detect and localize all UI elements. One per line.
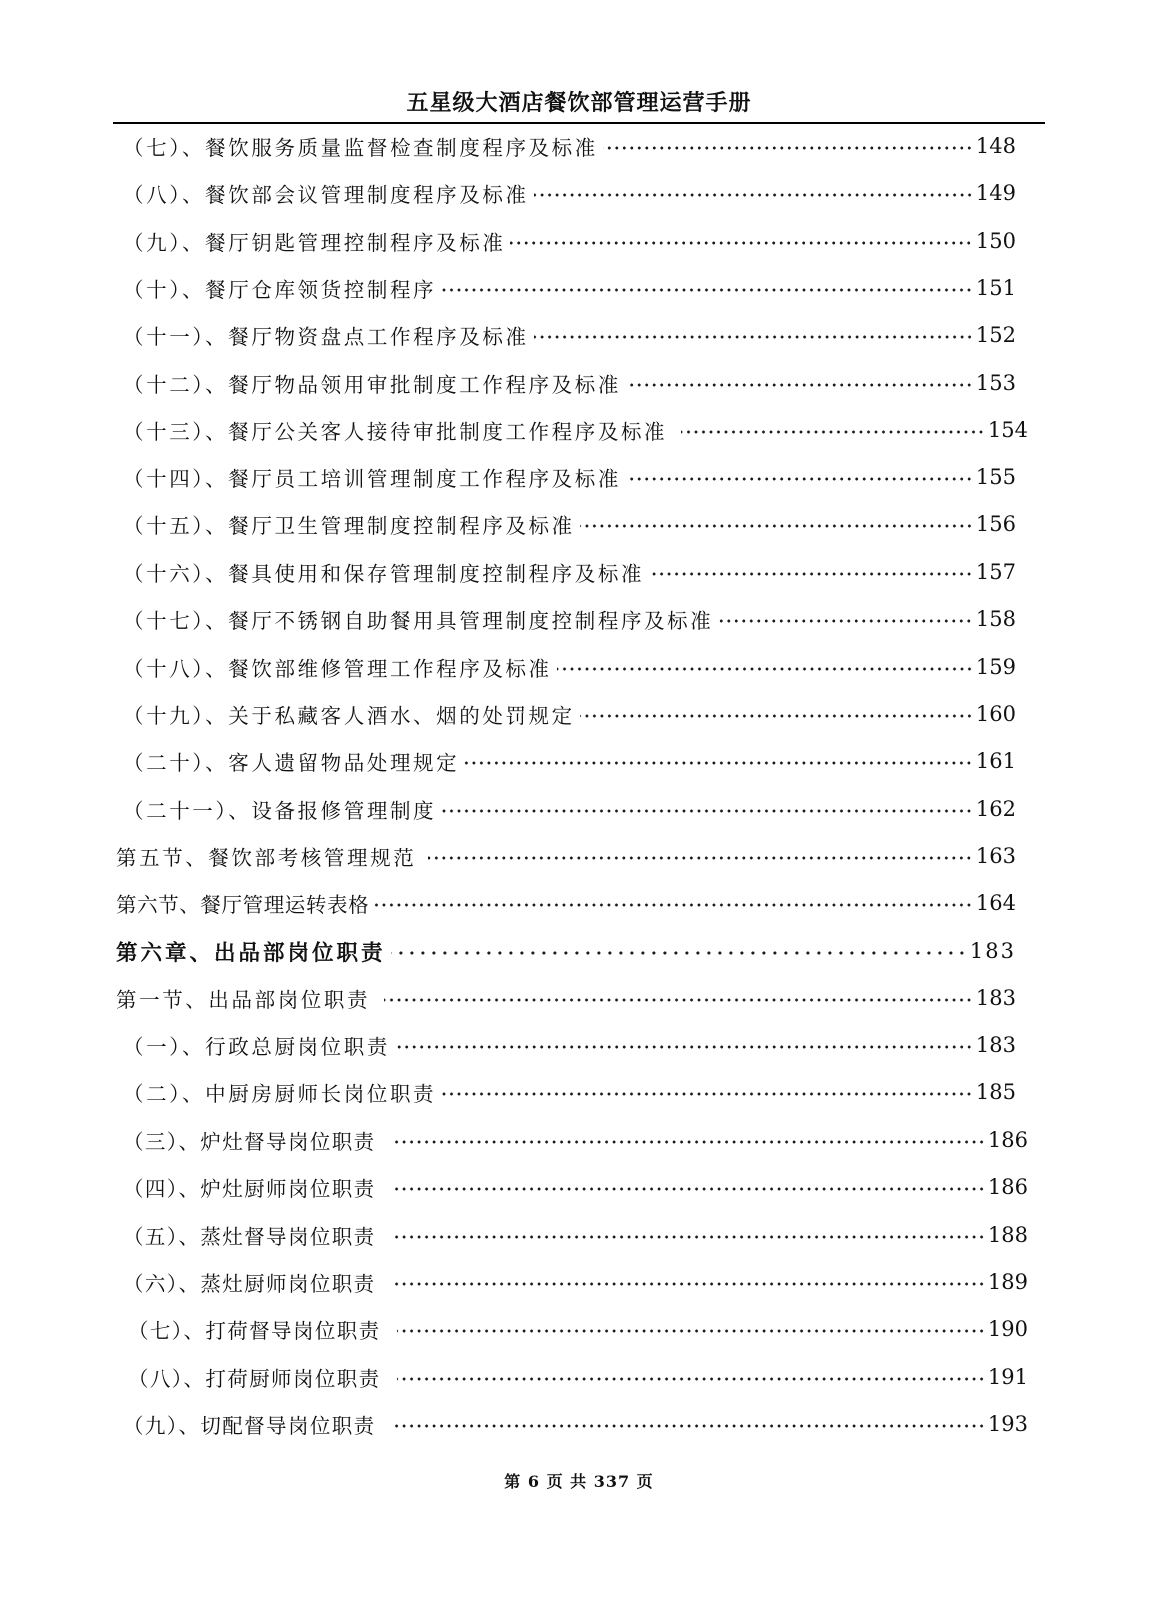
toc-entry[interactable] bbox=[116, 841, 1016, 871]
toc-entry-page: 148 bbox=[975, 134, 1016, 158]
toc-leader-dots bbox=[464, 761, 973, 765]
toc-entry[interactable] bbox=[123, 178, 1016, 208]
toc-entry-title: （十八）、餐饮部维修管理工作程序及标准 bbox=[123, 657, 552, 681]
toc-entry-page: 151 bbox=[975, 276, 1016, 300]
toc-entry[interactable] bbox=[123, 1030, 1016, 1060]
toc-entry-page: 160 bbox=[975, 702, 1016, 726]
toc-entry-page: 190 bbox=[987, 1317, 1028, 1341]
toc-leader-dots bbox=[392, 1140, 985, 1144]
toc-entry[interactable] bbox=[116, 983, 1016, 1013]
toc-chapter-entry[interactable] bbox=[116, 936, 1016, 966]
toc-entry-title: （四）、炉灶厨师岗位职责 bbox=[123, 1177, 376, 1201]
toc-entry-page: 150 bbox=[975, 229, 1016, 253]
toc-entry-title: （十九）、关于私藏客人酒水、烟的处罚规定 bbox=[123, 704, 575, 728]
toc-entry-page: 183 bbox=[975, 986, 1016, 1010]
toc-entry-page: 189 bbox=[987, 1270, 1028, 1294]
toc-leader-dots bbox=[395, 1045, 973, 1049]
toc-leader-dots bbox=[428, 856, 973, 860]
toc-entry-page: 154 bbox=[987, 418, 1028, 442]
toc-entry-title: （十五）、餐厅卫生管理制度控制程序及标准 bbox=[123, 514, 575, 538]
toc-entry[interactable] bbox=[123, 1409, 1028, 1439]
toc-leader-dots bbox=[580, 524, 973, 528]
toc-entry-page: 183 bbox=[975, 1033, 1016, 1057]
toc-entry-page: 186 bbox=[987, 1128, 1028, 1152]
toc-entry[interactable] bbox=[123, 1077, 1016, 1107]
toc-leader-dots bbox=[534, 193, 973, 197]
toc-entry[interactable] bbox=[128, 1314, 1028, 1344]
toc-entry-title: （八）、餐饮部会议管理制度程序及标准 bbox=[123, 183, 529, 207]
toc-entry-title: 第六章、出品部岗位职责 bbox=[116, 940, 386, 966]
toc-entry-page: 191 bbox=[987, 1365, 1028, 1389]
toc-leader-dots bbox=[681, 430, 985, 434]
toc-entry-title: （二十一）、设备报修管理制度 bbox=[123, 799, 437, 823]
toc-entry-title: （三）、炉灶督导岗位职责 bbox=[123, 1130, 376, 1154]
toc-entry-title: 第六节、餐厅管理运转表格 bbox=[116, 893, 370, 917]
page-number-footer: 第 6 页 共 337 页 bbox=[504, 1472, 654, 1491]
toc-leader-dots bbox=[441, 288, 973, 292]
toc-entry-title: （七）、打荷督导岗位职责 bbox=[128, 1319, 381, 1343]
toc-leader-dots bbox=[397, 1377, 985, 1381]
toc-entry[interactable] bbox=[123, 226, 1016, 256]
toc-entry-title: （十）、餐厅仓库领货控制程序 bbox=[123, 278, 437, 302]
toc-leader-dots bbox=[392, 1424, 985, 1428]
toc-leader-dots bbox=[441, 1092, 973, 1096]
toc-entry-title: （二十）、客人遗留物品处理规定 bbox=[123, 751, 460, 775]
toc-entry-title: 第一节、出品部岗位职责 bbox=[116, 988, 371, 1012]
toc-entry-page: 149 bbox=[975, 181, 1016, 205]
toc-entry[interactable] bbox=[128, 1362, 1028, 1392]
toc-leader-dots bbox=[557, 667, 973, 671]
toc-entry[interactable] bbox=[123, 1125, 1028, 1155]
toc-entry[interactable] bbox=[123, 462, 1016, 492]
toc-leader-dots bbox=[441, 809, 973, 813]
toc-entry-title: （十二）、餐厅物品领用审批制度工作程序及标准 bbox=[123, 373, 621, 397]
toc-entry[interactable] bbox=[123, 415, 1028, 445]
toc-entry-page: 161 bbox=[975, 749, 1016, 773]
toc-entry-title: （七）、餐饮服务质量监督检查制度程序及标准 bbox=[123, 136, 598, 160]
toc-entry[interactable] bbox=[123, 604, 1016, 634]
toc-entry[interactable] bbox=[123, 746, 1016, 776]
toc-entry-title: （十一）、餐厅物资盘点工作程序及标准 bbox=[123, 325, 529, 349]
toc-leader-dots bbox=[510, 241, 972, 245]
toc-entry-page: 162 bbox=[975, 797, 1016, 821]
toc-entry-page: 183 bbox=[969, 939, 1016, 963]
toc-entry-title: 第五节、餐饮部考核管理规范 bbox=[116, 846, 417, 870]
toc-entry[interactable] bbox=[123, 1172, 1028, 1202]
toc-entry-title: （十四）、餐厅员工培训管理制度工作程序及标准 bbox=[123, 467, 621, 491]
toc-leader-dots bbox=[374, 903, 973, 907]
toc-entry[interactable] bbox=[123, 131, 1016, 161]
toc-leader-dots bbox=[718, 619, 973, 623]
toc-leader-dots bbox=[392, 1235, 985, 1239]
toc-entry-page: 152 bbox=[975, 323, 1016, 347]
toc-leader-dots bbox=[384, 998, 973, 1002]
toc-entry-page: 159 bbox=[975, 655, 1016, 679]
toc-leader-dots bbox=[580, 714, 973, 718]
toc-entry[interactable] bbox=[123, 1267, 1028, 1297]
toc-entry[interactable] bbox=[123, 557, 1016, 587]
toc-entry-page: 188 bbox=[987, 1223, 1028, 1247]
toc-entry-title: （九）、切配督导岗位职责 bbox=[123, 1414, 376, 1438]
toc-entry-title: （十六）、餐具使用和保存管理制度控制程序及标准 bbox=[123, 562, 645, 586]
toc-entry[interactable] bbox=[116, 888, 1016, 918]
toc-leader-dots bbox=[397, 1329, 985, 1333]
toc-entry-page: 164 bbox=[975, 891, 1016, 915]
toc-leader-dots bbox=[626, 383, 973, 387]
toc-leader-dots bbox=[392, 1282, 985, 1286]
toc-entry[interactable] bbox=[123, 652, 1016, 682]
toc-entry[interactable] bbox=[123, 273, 1016, 303]
toc-entry[interactable] bbox=[123, 699, 1016, 729]
toc-entry[interactable] bbox=[123, 368, 1016, 398]
toc-entry-title: （五）、蒸灶督导岗位职责 bbox=[123, 1225, 376, 1249]
toc-entry-page: 153 bbox=[975, 371, 1016, 395]
toc-leader-dots bbox=[391, 951, 967, 955]
toc-leader-dots bbox=[534, 335, 973, 339]
toc-entry-page: 193 bbox=[987, 1412, 1028, 1436]
toc-entry-page: 163 bbox=[975, 844, 1016, 868]
toc-entry-title: （一）、行政总厨岗位职责 bbox=[123, 1035, 390, 1059]
toc-leader-dots bbox=[392, 1187, 985, 1191]
toc-entry-page: 157 bbox=[975, 560, 1016, 584]
toc-entry-title: （六）、蒸灶厨师岗位职责 bbox=[123, 1272, 376, 1296]
toc-entry-title: （九）、餐厅钥匙管理控制程序及标准 bbox=[123, 231, 506, 255]
toc-entry[interactable] bbox=[123, 320, 1016, 350]
toc-entry-page: 155 bbox=[975, 465, 1016, 489]
toc-entry-title: （十三）、餐厅公关客人接待审批制度工作程序及标准 bbox=[123, 420, 668, 444]
toc-entry-page: 186 bbox=[987, 1175, 1028, 1199]
toc-entry[interactable] bbox=[123, 509, 1016, 539]
toc-entry[interactable] bbox=[123, 1220, 1028, 1250]
toc-leader-dots bbox=[603, 146, 973, 150]
toc-entry-title: （八）、打荷厨师岗位职责 bbox=[128, 1367, 381, 1391]
toc-entry-title: （二）、中厨房厨师长岗位职责 bbox=[123, 1082, 437, 1106]
toc-entry-page: 185 bbox=[975, 1080, 1016, 1104]
toc-leader-dots bbox=[649, 572, 973, 576]
toc-leader-dots bbox=[626, 477, 973, 481]
toc-entry[interactable] bbox=[123, 794, 1016, 824]
toc-entry-page: 158 bbox=[975, 607, 1016, 631]
document-header-title: 五星级大酒店餐饮部管理运营手册 bbox=[406, 90, 752, 116]
toc-entry-title: （十七）、餐厅不锈钢自助餐用具管理制度控制程序及标准 bbox=[123, 609, 714, 633]
toc-entry-page: 156 bbox=[975, 512, 1016, 536]
